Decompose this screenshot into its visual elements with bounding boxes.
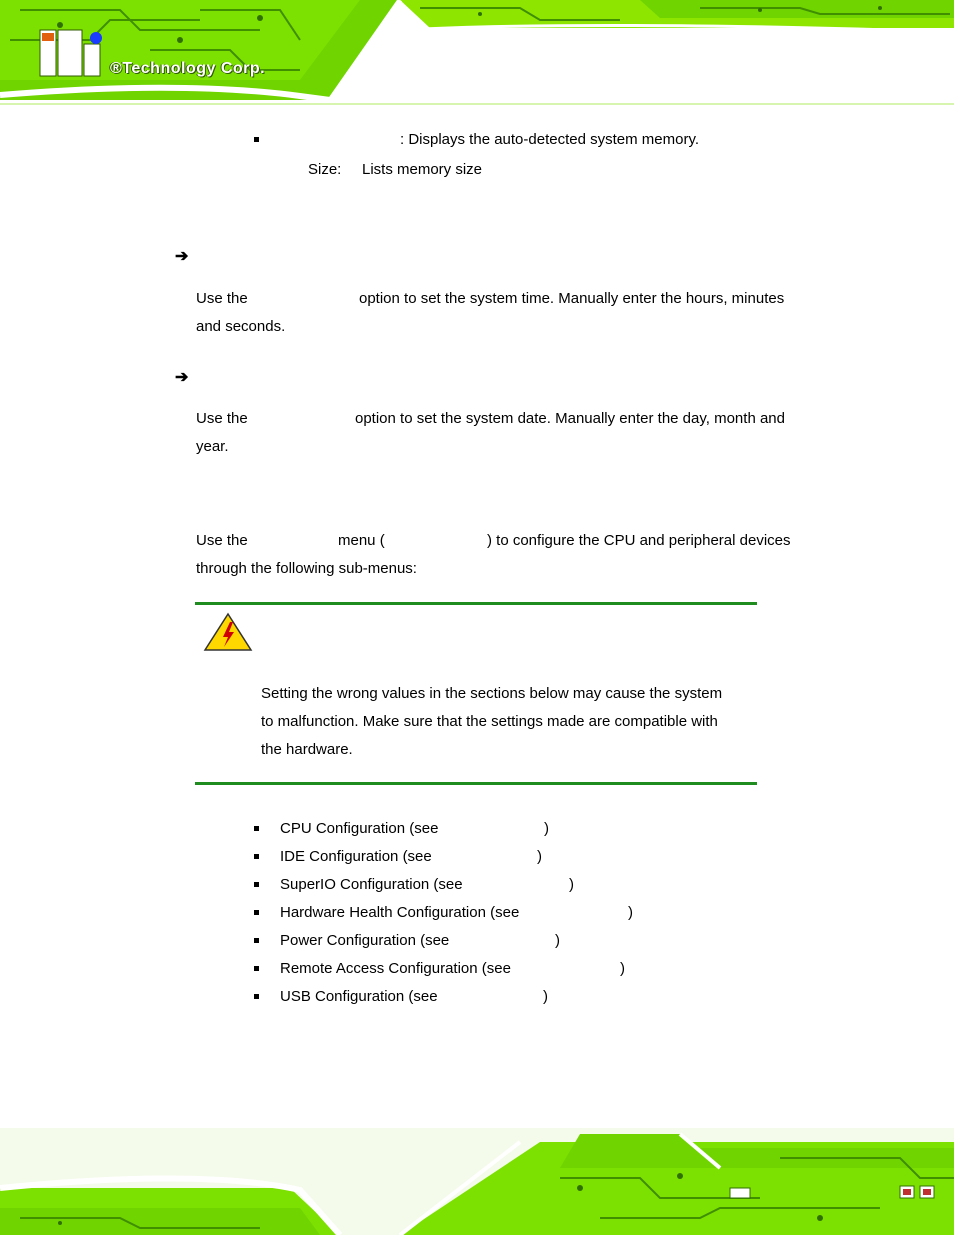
- bullet-icon: [254, 826, 259, 831]
- bullet-icon: [254, 854, 259, 859]
- circuit-board-banner: [0, 0, 954, 112]
- arrow-right-icon: ➔: [175, 369, 189, 386]
- bullet-icon: [254, 137, 259, 142]
- list-item-close: ): [628, 904, 633, 921]
- list-item-close: ): [555, 932, 560, 949]
- list-item: Power Configuration (see: [280, 932, 450, 949]
- date-description-cont: year.: [196, 438, 229, 455]
- advanced-menu-text: menu (: [338, 532, 385, 549]
- advanced-use-the: Use the: [196, 532, 248, 549]
- arrow-right-icon: ➔: [175, 248, 189, 265]
- list-item: CPU Configuration (see: [280, 820, 439, 837]
- company-logo-text: ®Technology Corp.: [110, 60, 266, 77]
- bullet-icon: [254, 882, 259, 887]
- bullet-icon: [254, 966, 259, 971]
- bullet-icon: [254, 938, 259, 943]
- advanced-description: ) to configure the CPU and peripheral devices: [487, 532, 791, 549]
- time-use-the: Use the: [196, 290, 248, 307]
- warning-top-rule: [195, 602, 757, 605]
- list-item: IDE Configuration (see: [280, 848, 432, 865]
- advanced-description-cont: through the following sub-menus:: [196, 560, 417, 577]
- date-description: option to set the system date. Manually enter the day, month and: [355, 410, 785, 427]
- list-item-close: ): [569, 876, 574, 893]
- time-description-cont: and seconds.: [196, 318, 286, 335]
- list-item: Hardware Health Configuration (see: [280, 904, 520, 921]
- circuit-board-footer: [0, 1128, 954, 1235]
- memory-description: : Displays the auto-detected system memory.: [400, 131, 700, 148]
- list-item-close: ): [537, 848, 542, 865]
- memory-size-value: Lists memory size: [362, 161, 483, 178]
- list-item: SuperIO Configuration (see: [280, 876, 463, 893]
- date-use-the: Use the: [196, 410, 248, 427]
- warning-text-line2: to malfunction. Make sure that the settings made are compatible with: [261, 713, 718, 730]
- footer-banner: [0, 1128, 954, 1235]
- header-banner: [0, 0, 954, 112]
- list-item: Remote Access Configuration (see: [280, 960, 511, 977]
- list-item-close: ): [544, 820, 549, 837]
- warning-bottom-rule: [195, 782, 757, 785]
- warning-text-line1: Setting the wrong values in the sections below may cause the system: [261, 685, 723, 702]
- bullet-icon: [254, 910, 259, 915]
- list-item-close: ): [620, 960, 625, 977]
- warning-text-line3: the hardware.: [261, 741, 353, 758]
- list-item-close: ): [543, 988, 548, 1005]
- warning-icon: [203, 612, 253, 652]
- bullet-icon: [254, 994, 259, 999]
- memory-size-label: Size:: [308, 161, 342, 178]
- time-description: option to set the system time. Manually enter the hours, minutes: [359, 290, 785, 307]
- list-item: USB Configuration (see: [280, 988, 438, 1005]
